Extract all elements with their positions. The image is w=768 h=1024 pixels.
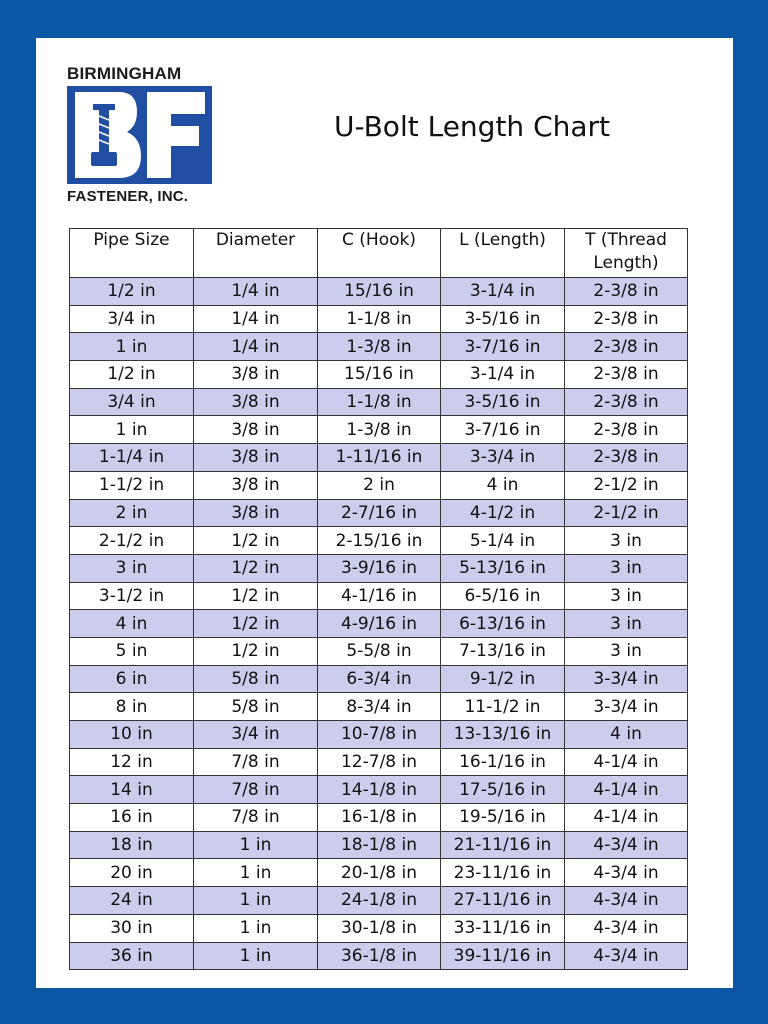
diameter-cell: 3/8 in [194, 499, 318, 527]
length-cell: 6-13/16 in [441, 610, 565, 638]
length-cell: 3-3/4 in [441, 444, 565, 472]
length-cell: 27-11/16 in [441, 887, 565, 915]
length-cell: 9-1/2 in [441, 665, 565, 693]
hook-cell: 4-9/16 in [318, 610, 441, 638]
table-row [70, 942, 688, 970]
table-row [70, 804, 688, 832]
table-row [70, 693, 688, 721]
table-row [70, 721, 688, 749]
hook-cell: 18-1/8 in [318, 831, 441, 859]
length-cell: 16-1/16 in [441, 748, 565, 776]
thread-length-cell: 3 in [565, 527, 688, 555]
pipe-size-cell: 2-1/2 in [70, 527, 194, 555]
diameter-cell: 3/8 in [194, 388, 318, 416]
diameter-cell: 1/2 in [194, 610, 318, 638]
length-cell: 4 in [441, 471, 565, 499]
diameter-cell: 1/2 in [194, 527, 318, 555]
diameter-cell: 7/8 in [194, 776, 318, 804]
length-cell: 6-5/16 in [441, 582, 565, 610]
table-row [70, 748, 688, 776]
pipe-size-cell: 1 in [70, 333, 194, 361]
length-cell: 3-1/4 in [441, 361, 565, 389]
diameter-cell: 5/8 in [194, 693, 318, 721]
thread-length-cell: 2-3/8 in [565, 333, 688, 361]
length-cell: 11-1/2 in [441, 693, 565, 721]
company-logo [67, 64, 212, 208]
pipe-size-cell: 20 in [70, 859, 194, 887]
length-cell: 3-7/16 in [441, 416, 565, 444]
hook-cell: 1-1/8 in [318, 305, 441, 333]
table-row [70, 416, 688, 444]
table-body [70, 278, 688, 970]
pipe-size-cell: 10 in [70, 721, 194, 749]
diameter-cell: 1/4 in [194, 333, 318, 361]
pipe-size-cell: 1-1/4 in [70, 444, 194, 472]
length-cell: 23-11/16 in [441, 859, 565, 887]
length-cell: 5-13/16 in [441, 554, 565, 582]
pipe-size-cell: 16 in [70, 804, 194, 832]
diameter-cell: 1 in [194, 914, 318, 942]
pipe-size-cell: 8 in [70, 693, 194, 721]
hook-cell: 20-1/8 in [318, 859, 441, 887]
table-row [70, 278, 688, 306]
table-row [70, 333, 688, 361]
pipe-size-cell: 1-1/2 in [70, 471, 194, 499]
table-row [70, 499, 688, 527]
hook-cell: 36-1/8 in [318, 942, 441, 970]
u-bolt-table [69, 228, 688, 970]
hook-cell: 24-1/8 in [318, 887, 441, 915]
table-row [70, 388, 688, 416]
thread-length-cell: 3 in [565, 554, 688, 582]
bf-monogram-icon [67, 86, 212, 184]
thread-length-cell: 4 in [565, 721, 688, 749]
table-row [70, 887, 688, 915]
table-row [70, 637, 688, 665]
thread-length-cell: 4-3/4 in [565, 831, 688, 859]
table-row [70, 582, 688, 610]
thread-length-cell: 4-3/4 in [565, 887, 688, 915]
length-cell: 39-11/16 in [441, 942, 565, 970]
header-thread-length: T (Thread Length) [565, 229, 688, 278]
hook-cell: 2 in [318, 471, 441, 499]
thread-length-cell: 3-3/4 in [565, 665, 688, 693]
thread-length-cell: 2-1/2 in [565, 471, 688, 499]
pipe-size-cell: 4 in [70, 610, 194, 638]
pipe-size-cell: 3 in [70, 554, 194, 582]
logo-name-top: BIRMINGHAM [67, 64, 182, 83]
pipe-size-cell: 36 in [70, 942, 194, 970]
header-diameter: Diameter [194, 229, 318, 278]
hook-cell: 15/16 in [318, 278, 441, 306]
thread-length-cell: 3 in [565, 610, 688, 638]
pipe-size-cell: 1/2 in [70, 278, 194, 306]
length-cell: 3-1/4 in [441, 278, 565, 306]
hook-cell: 5-5/8 in [318, 637, 441, 665]
page-title: U-Bolt Length Chart [334, 110, 611, 143]
diameter-cell: 7/8 in [194, 804, 318, 832]
table-row [70, 527, 688, 555]
pipe-size-cell: 1 in [70, 416, 194, 444]
diameter-cell: 1/2 in [194, 554, 318, 582]
table-row [70, 554, 688, 582]
pipe-size-cell: 18 in [70, 831, 194, 859]
diameter-cell: 1/4 in [194, 305, 318, 333]
pipe-size-cell: 3/4 in [70, 305, 194, 333]
hook-cell: 3-9/16 in [318, 554, 441, 582]
length-cell: 17-5/16 in [441, 776, 565, 804]
diameter-cell: 3/8 in [194, 444, 318, 472]
diameter-cell: 3/4 in [194, 721, 318, 749]
hook-cell: 10-7/8 in [318, 721, 441, 749]
hook-cell: 2-7/16 in [318, 499, 441, 527]
hook-cell: 14-1/8 in [318, 776, 441, 804]
hook-cell: 2-15/16 in [318, 527, 441, 555]
hook-cell: 12-7/8 in [318, 748, 441, 776]
diameter-cell: 1/2 in [194, 582, 318, 610]
pipe-size-cell: 1/2 in [70, 361, 194, 389]
table-row [70, 361, 688, 389]
hook-cell: 16-1/8 in [318, 804, 441, 832]
pipe-size-cell: 2 in [70, 499, 194, 527]
diameter-cell: 1 in [194, 859, 318, 887]
hook-cell: 30-1/8 in [318, 914, 441, 942]
hook-cell: 1-3/8 in [318, 333, 441, 361]
chart-sheet [36, 38, 733, 988]
diameter-cell: 1 in [194, 831, 318, 859]
thread-length-cell: 2-1/2 in [565, 499, 688, 527]
table-row [70, 610, 688, 638]
diameter-cell: 3/8 in [194, 361, 318, 389]
header-pipe-size: Pipe Size [70, 229, 194, 278]
pipe-size-cell: 14 in [70, 776, 194, 804]
thread-length-cell: 2-3/8 in [565, 278, 688, 306]
diameter-cell: 7/8 in [194, 748, 318, 776]
thread-length-cell: 2-3/8 in [565, 416, 688, 444]
table-row [70, 444, 688, 472]
pipe-size-cell: 6 in [70, 665, 194, 693]
thread-length-cell: 2-3/8 in [565, 305, 688, 333]
thread-length-cell: 2-3/8 in [565, 444, 688, 472]
diameter-cell: 5/8 in [194, 665, 318, 693]
length-cell: 19-5/16 in [441, 804, 565, 832]
length-cell: 33-11/16 in [441, 914, 565, 942]
thread-length-cell: 2-3/8 in [565, 361, 688, 389]
thread-length-cell: 4-1/4 in [565, 776, 688, 804]
length-cell: 13-13/16 in [441, 721, 565, 749]
thread-length-cell: 4-3/4 in [565, 942, 688, 970]
table-header-row [70, 229, 688, 278]
table-row [70, 776, 688, 804]
hook-cell: 6-3/4 in [318, 665, 441, 693]
length-cell: 7-13/16 in [441, 637, 565, 665]
diameter-cell: 1 in [194, 887, 318, 915]
length-cell: 21-11/16 in [441, 831, 565, 859]
header-hook: C (Hook) [318, 229, 441, 278]
thread-length-cell: 4-1/4 in [565, 804, 688, 832]
table-row [70, 665, 688, 693]
hook-cell: 1-1/8 in [318, 388, 441, 416]
table-row [70, 831, 688, 859]
table-row [70, 305, 688, 333]
length-cell: 4-1/2 in [441, 499, 565, 527]
thread-length-cell: 3-3/4 in [565, 693, 688, 721]
table-row [70, 471, 688, 499]
pipe-size-cell: 3/4 in [70, 388, 194, 416]
diameter-cell: 3/8 in [194, 416, 318, 444]
pipe-size-cell: 24 in [70, 887, 194, 915]
hook-cell: 15/16 in [318, 361, 441, 389]
hook-cell: 4-1/16 in [318, 582, 441, 610]
hook-cell: 8-3/4 in [318, 693, 441, 721]
length-cell: 3-5/16 in [441, 388, 565, 416]
pipe-size-cell: 12 in [70, 748, 194, 776]
length-cell: 3-5/16 in [441, 305, 565, 333]
thread-length-cell: 3 in [565, 637, 688, 665]
thread-length-cell: 2-3/8 in [565, 388, 688, 416]
pipe-size-cell: 5 in [70, 637, 194, 665]
thread-length-cell: 4-3/4 in [565, 914, 688, 942]
table-row [70, 859, 688, 887]
diameter-cell: 1/4 in [194, 278, 318, 306]
thread-length-cell: 3 in [565, 582, 688, 610]
header-length: L (Length) [441, 229, 565, 278]
thread-length-cell: 4-1/4 in [565, 748, 688, 776]
diameter-cell: 1/2 in [194, 637, 318, 665]
table-row [70, 914, 688, 942]
hook-cell: 1-3/8 in [318, 416, 441, 444]
logo-name-bottom: FASTENER, INC. [67, 188, 189, 205]
diameter-cell: 1 in [194, 942, 318, 970]
length-cell: 5-1/4 in [441, 527, 565, 555]
diameter-cell: 3/8 in [194, 471, 318, 499]
hook-cell: 1-11/16 in [318, 444, 441, 472]
pipe-size-cell: 3-1/2 in [70, 582, 194, 610]
thread-length-cell: 4-3/4 in [565, 859, 688, 887]
pipe-size-cell: 30 in [70, 914, 194, 942]
length-cell: 3-7/16 in [441, 333, 565, 361]
